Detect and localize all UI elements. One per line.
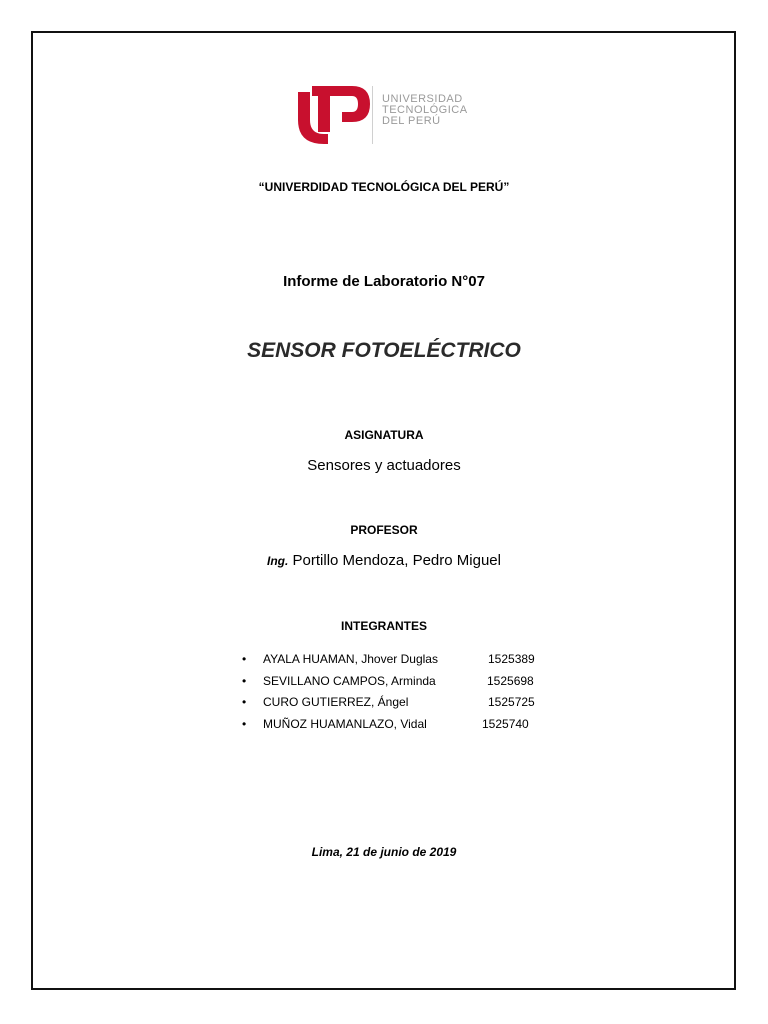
member-code: 1525389	[488, 652, 535, 666]
professor-line	[0, 552, 768, 569]
member-name: MUÑOZ HUAMANLAZO, Vidal	[263, 716, 427, 731]
utp-logo-icon	[296, 82, 376, 148]
professor-prefix: Ing.	[267, 554, 289, 568]
member-code: 1525698	[487, 673, 534, 688]
member-name: AYALA HUAMAN, Jhover Duglas	[263, 652, 438, 666]
member-name: SEVILLANO CAMPOS, Arminda	[263, 673, 436, 688]
bullet: •	[242, 695, 247, 709]
bullet: •	[242, 716, 247, 731]
bullet: •	[242, 652, 247, 666]
professor-heading: PROFESOR	[350, 523, 418, 537]
report-title: Informe de Laboratorio N°07	[283, 273, 485, 290]
date-line: Lima, 21 de junio de 2019	[311, 845, 457, 859]
members-heading: INTEGRANTES	[340, 619, 427, 633]
university-logo	[296, 82, 476, 148]
bullet: •	[242, 673, 247, 688]
logo-wordmark	[382, 94, 468, 127]
university-heading: “UNIVERDIDAD TECNOLÓGICA DEL PERÚ”	[258, 180, 510, 194]
logo-divider	[372, 86, 373, 144]
professor-name: Portillo Mendoza, Pedro Miguel	[292, 552, 501, 569]
member-code: 1525740	[482, 716, 529, 731]
subject-value: Sensores y actuadores	[307, 457, 461, 474]
member-code: 1525725	[488, 695, 535, 709]
member-name: CURO GUTIERREZ, Ángel	[263, 695, 409, 709]
logo-line-3: DEL PERÚ	[382, 115, 441, 127]
subject-heading: ASIGNATURA	[344, 428, 424, 442]
logo-line-2: TECNOLÓGICA	[382, 104, 468, 116]
logo-line-1: UNIVERSIDAD	[382, 93, 463, 105]
main-title: SENSOR FOTOELÉCTRICO	[247, 339, 521, 362]
